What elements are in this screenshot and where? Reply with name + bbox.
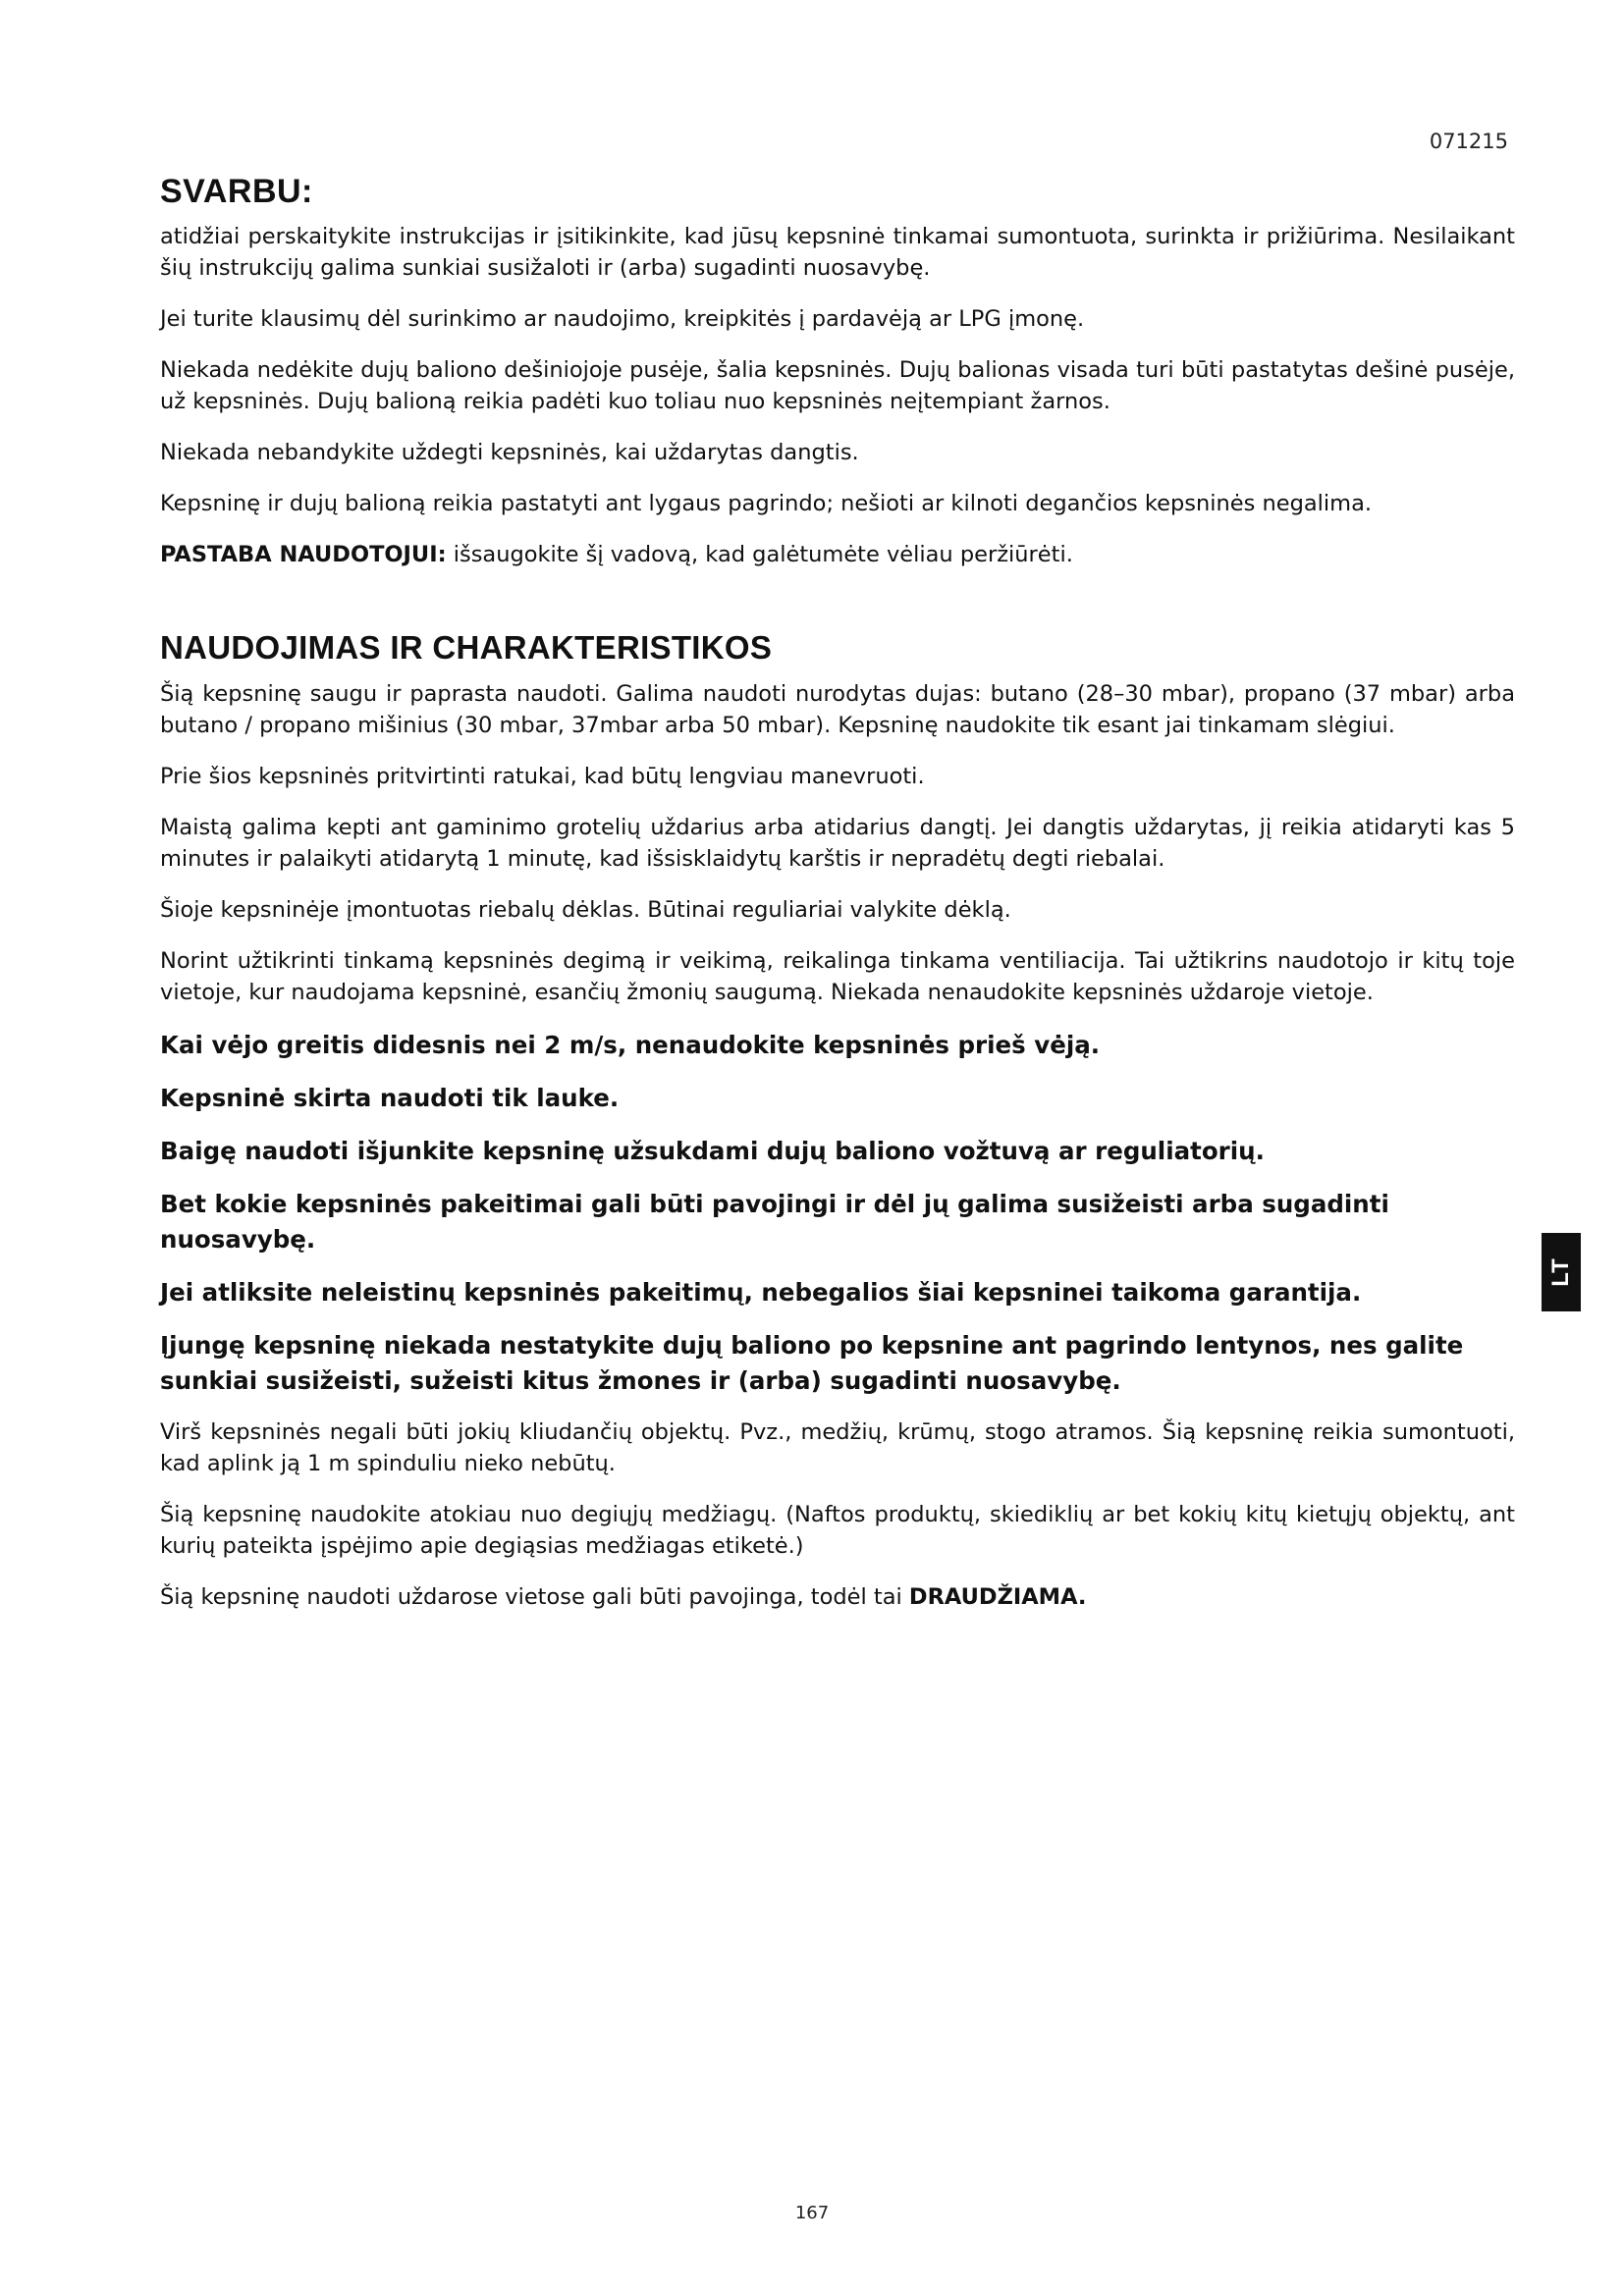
- paragraph: Kepsninę ir dujų balioną reikia pastatyti ant lygaus pagrindo; nešioti ar kilnoti degančios kepsninės negalima.: [160, 491, 1373, 516]
- section-title-important: SVARBU:: [160, 173, 313, 210]
- page-number: 167: [794, 2203, 830, 2223]
- paragraph: Niekada nebandykite uždegti kepsninės, kai uždarytas dangtis.: [160, 440, 859, 465]
- paragraph: Šią kepsninę saugu ir paprasta naudoti. Galima naudoti nurodytas dujas: butano (28–30 mbar), propano (37 mbar) arba butano / propano mišinius (30 mbar, 37mbar arba 50 mbar). Kepsninę naudokite tik esant jai tinkamam slėgiui.: [160, 681, 1515, 738]
- prohibited-text: Šią kepsninę naudoti uždarose vietose gali būti pavojinga, todėl tai: [160, 1584, 909, 1610]
- paragraph: Niekada nedėkite dujų baliono dešiniojoje pusėje, šalia kepsninės. Dujų balionas visada turi būti pastatytas dešinė pusėje, už kepsninės. Dujų balioną reikia padėti kuo toliau nuo kepsninės neįtempiant žarnos.: [160, 357, 1515, 414]
- paragraph: Maistą galima kepti ant gaminimo grotelių uždarius arba atidarius dangtį. Jei dangtis uždarytas, jį reikia atidaryti kas 5 minutes ir palaikyti atidarytą 1 minutę, kad išsisklaidytų karštis ir nepradėtų degti riebalai.: [160, 815, 1515, 872]
- paragraph: atidžiai perskaitykite instrukcijas ir įsitikinkite, kad jūsų kepsninė tinkamai sumontuota, surinkta ir prižiūrima. Nesilaikant šių instrukcijų galima sunkiai susižaloti ir (arba) sugadinti nuosavybę.: [160, 224, 1515, 281]
- paragraph: Virš kepsninės negali būti jokių kliudančių objektų. Pvz., medžių, krūmų, stogo atramos. Šią kepsninę reikia sumontuoti, kad aplink ją 1 m spinduliu nieko nebūtų.: [160, 1419, 1515, 1476]
- prohibited-word: DRAUDŽIAMA.: [908, 1584, 1087, 1610]
- language-tab: [1542, 1233, 1581, 1311]
- user-note: [160, 539, 1515, 570]
- user-note-text: išsaugokite šį vadovą, kad galėtumėte vėliau peržiūrėti.: [446, 542, 1073, 567]
- paragraph-prohibited: [160, 1581, 1515, 1613]
- paragraph: Šią kepsninę naudokite atokiau nuo degiųjų medžiagų. (Naftos produktų, skiediklių ar bet kokių kitų kietųjų objektų, ant kurių pateikta įspėjimo apie degiąsias medžiagas etiketė.): [160, 1502, 1515, 1559]
- document-code: 071215: [1429, 130, 1508, 153]
- warning-cylinder: Įjungę kepsninę niekada nestatykite dujų baliono po kepsnine ant pagrindo lentynos, nes galite sunkiai susižeisti, sužeisti kitus žmones ir (arba) sugadinti nuosavybę.: [160, 1331, 1464, 1395]
- warning-outdoor: Kepsninė skirta naudoti tik lauke.: [160, 1084, 620, 1112]
- warning-wind: Kai vėjo greitis didesnis nei 2 m/s, nenaudokite kepsninės prieš vėją.: [160, 1031, 1101, 1059]
- paragraph: Šioje kepsninėje įmontuotas riebalų dėklas. Būtinai reguliariai valykite dėklą.: [160, 897, 1011, 923]
- user-note-label: PASTABA NAUDOTOJUI:: [160, 542, 447, 567]
- warning-modifications: Bet kokie kepsninės pakeitimai gali būti pavojingi ir dėl jų galima susižeisti arba sugadinti nuosavybę.: [160, 1190, 1389, 1254]
- page-content: [160, 173, 1515, 1632]
- section-title-usage: NAUDOJIMAS IR CHARAKTERISTIKOS: [160, 629, 773, 666]
- language-tab-label: LT: [1546, 1257, 1574, 1287]
- paragraph: Norint užtikrinti tinkamą kepsninės degimą ir veikimą, reikalinga tinkama ventiliacija. Tai užtikrins naudotojo ir kitų toje vietoje, kur naudojama kepsninė, esančių žmonių saugumą. Niekada nenaudokite kepsninės uždaroje vietoje.: [160, 948, 1515, 1005]
- paragraph: Prie šios kepsninės pritvirtinti ratukai, kad būtų lengviau manevruoti.: [160, 764, 925, 789]
- warning-warranty: Jei atliksite neleistinų kepsninės pakeitimų, nebegalios šiai kepsninei taikoma garantija.: [160, 1278, 1362, 1307]
- warning-shutoff: Baigę naudoti išjunkite kepsninę užsukdami dujų baliono vožtuvą ar reguliatorių.: [160, 1137, 1265, 1165]
- paragraph: Jei turite klausimų dėl surinkimo ar naudojimo, kreipkitės į pardavėją ar LPG įmonę.: [160, 306, 1085, 332]
